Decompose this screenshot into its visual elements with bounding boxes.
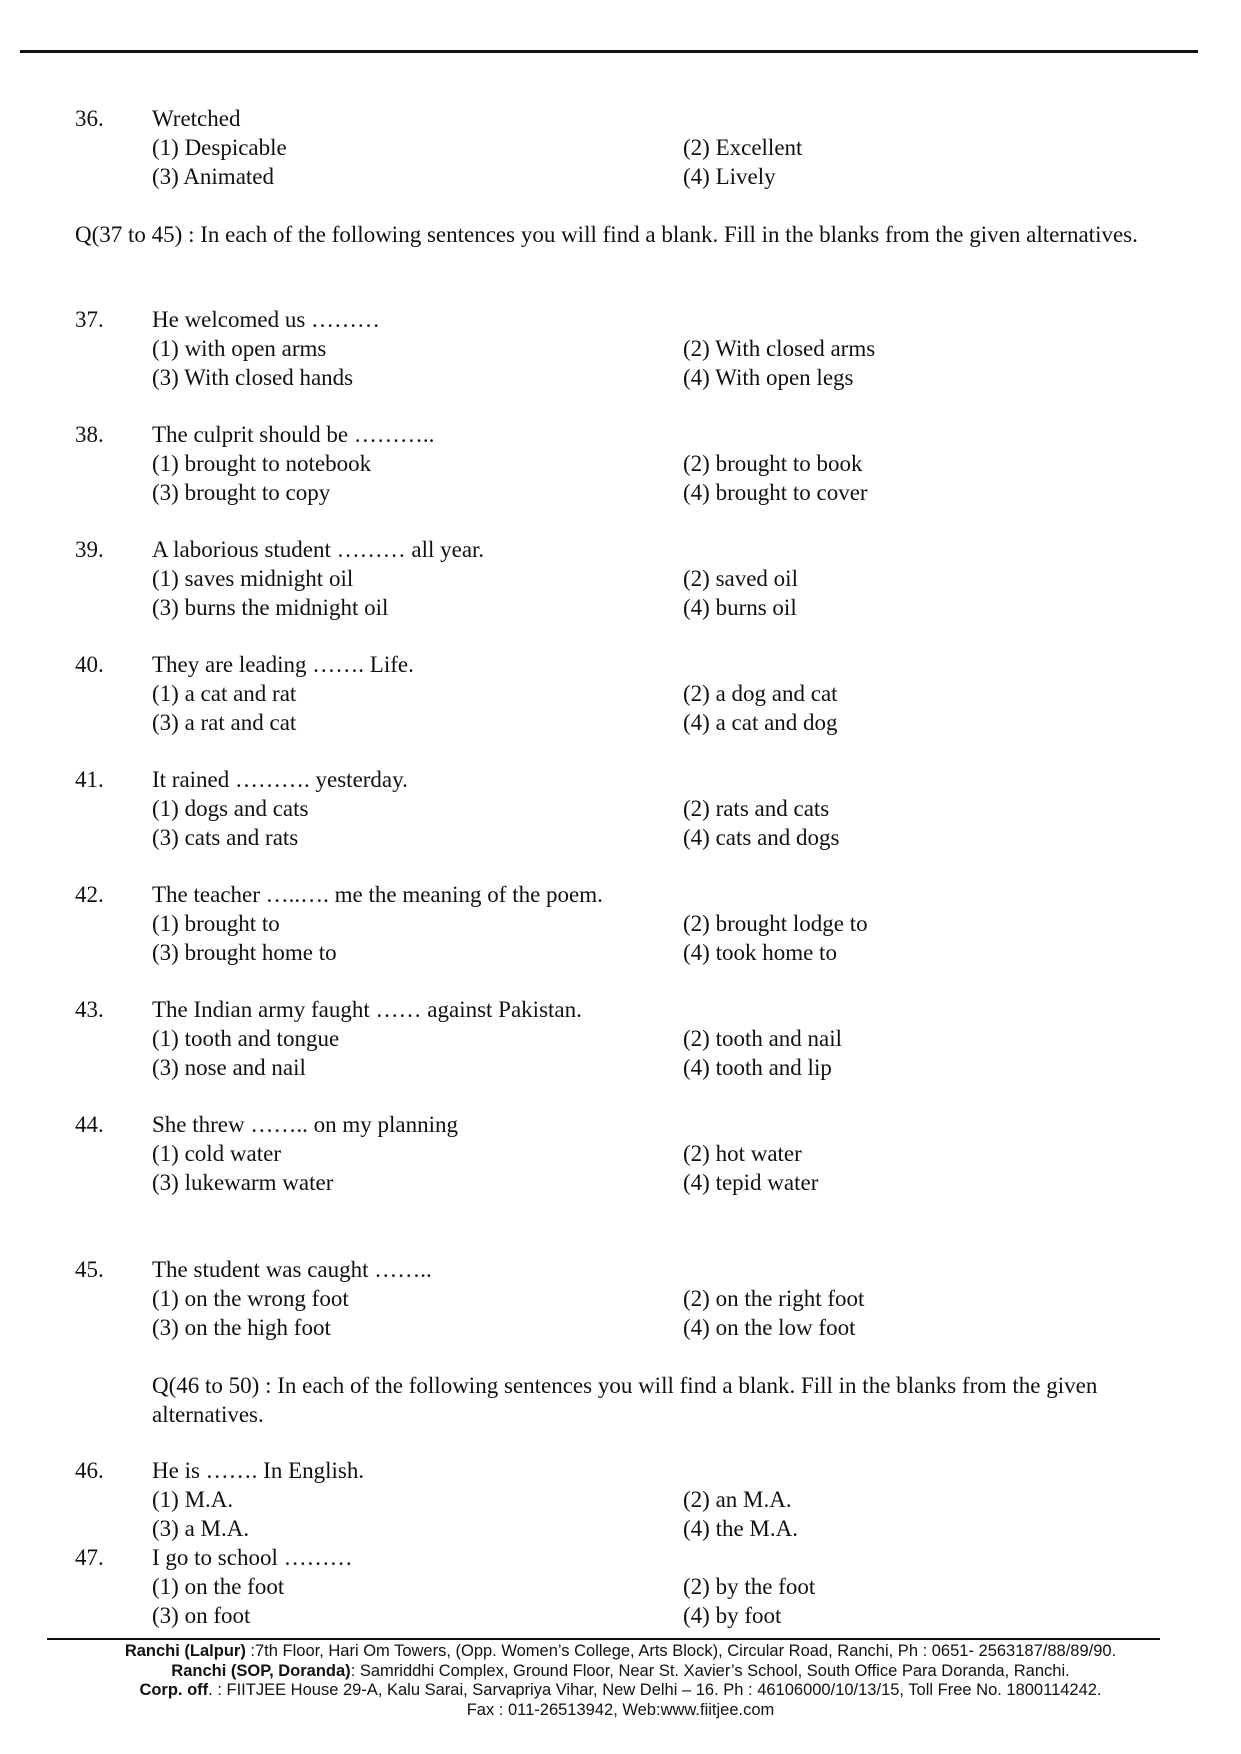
footer-address: [0, 1642, 1241, 1720]
footer-text: . : FIITJEE House 29-A, Kalu Sarai, Sarvapriya Vihar, New Delhi – 16. Ph : 46106000/10/13/15, Toll Free No. 1800114242.: [208, 1681, 1102, 1699]
option-3: (3) Animated: [152, 164, 274, 189]
option-2: (2) hot water: [683, 1141, 802, 1166]
option-1: (1) brought to notebook: [152, 451, 372, 476]
question-number: 37.: [75, 307, 104, 332]
option-1: (1) brought to: [152, 911, 280, 936]
question-number: 36.: [75, 106, 104, 131]
footer-label: Ranchi (SOP, Doranda): [171, 1661, 351, 1680]
option-4: (4) tepid water: [683, 1170, 819, 1195]
option-2: (2) tooth and nail: [683, 1026, 843, 1051]
option-2: (2) on the right foot: [683, 1286, 865, 1311]
option-1: (1) on the wrong foot: [152, 1286, 349, 1311]
option-1: (1) dogs and cats: [152, 796, 309, 821]
question-number: 45.: [75, 1257, 104, 1282]
option-4: (4) Lively: [683, 164, 776, 189]
question-text: They are leading ……. Life.: [152, 652, 414, 677]
question-number: 44.: [75, 1112, 104, 1137]
option-2: (2) brought to book: [683, 451, 863, 476]
option-4: (4) tooth and lip: [683, 1055, 832, 1080]
question-text: He welcomed us ………: [152, 307, 381, 332]
question-text: The teacher …..…. me the meaning of the poem.: [152, 882, 603, 907]
option-2: (2) rats and cats: [683, 796, 830, 821]
footer-rule: [47, 1638, 1160, 1640]
option-4: (4) by foot: [683, 1603, 782, 1628]
option-2: (2) saved oil: [683, 566, 798, 591]
question-number: 47.: [75, 1545, 104, 1570]
option-2: (2) Excellent: [683, 135, 803, 160]
question-number: 42.: [75, 882, 104, 907]
option-3: (3) lukewarm water: [152, 1170, 334, 1195]
option-3: (3) a M.A.: [152, 1516, 250, 1541]
option-4: (4) cats and dogs: [683, 825, 840, 850]
option-3: (3) on the high foot: [152, 1315, 331, 1340]
option-4: (4) With open legs: [683, 365, 854, 390]
footer-text: :7th Floor, Hari Om Towers, (Opp. Women’s College, Arts Block), Circular Road, Ranchi, Ph : 0651- 2563187/88/89/90.: [245, 1642, 1117, 1660]
option-1: (1) with open arms: [152, 336, 327, 361]
option-3: (3) brought to copy: [152, 480, 331, 505]
option-1: (1) tooth and tongue: [152, 1026, 340, 1051]
option-3: (3) nose and nail: [152, 1055, 306, 1080]
option-3: (3) With closed hands: [152, 365, 354, 390]
question-text: It rained ………. yesterday.: [152, 767, 408, 792]
question-number: 38.: [75, 422, 104, 447]
question-text: I go to school ………: [152, 1545, 353, 1570]
option-3: (3) burns the midnight oil: [152, 595, 389, 620]
footer-line-4: Fax : 011-26513942, Web:www.fiitjee.com: [466, 1700, 775, 1719]
question-number: 41.: [75, 767, 104, 792]
option-1: (1) a cat and rat: [152, 681, 297, 706]
question-number: 43.: [75, 997, 104, 1022]
footer-label: Corp. off: [139, 1681, 209, 1699]
option-3: (3) brought home to: [152, 940, 337, 965]
question-text: She threw …….. on my planning: [152, 1112, 458, 1137]
option-2: (2) an M.A.: [683, 1487, 792, 1512]
footer-line-2: [0, 1662, 1241, 1682]
question-text: Wretched: [152, 106, 241, 131]
option-1: (1) M.A.: [152, 1487, 234, 1512]
option-4: (4) brought to cover: [683, 480, 868, 505]
option-4: (4) the M.A.: [683, 1516, 798, 1541]
option-1: (1) on the foot: [152, 1574, 285, 1599]
option-2: (2) by the foot: [683, 1574, 816, 1599]
footer-line-3: [0, 1681, 1241, 1701]
option-3: (3) a rat and cat: [152, 710, 297, 735]
option-3: (3) cats and rats: [152, 825, 299, 850]
header-rule: [20, 50, 1198, 53]
question-number: 39.: [75, 537, 104, 562]
option-2: (2) a dog and cat: [683, 681, 838, 706]
option-1: (1) saves midnight oil: [152, 566, 354, 591]
question-number: 46.: [75, 1458, 104, 1483]
question-text: The culprit should be ………..: [152, 422, 435, 447]
question-number: 40.: [75, 652, 104, 677]
option-3: (3) on foot: [152, 1603, 251, 1628]
section-instruction-37-45: Q(37 to 45) : In each of the following sentences you will find a blank. Fill in the blanks from the given alternatives.: [75, 222, 1138, 247]
option-1: (1) Despicable: [152, 135, 287, 160]
question-text: A laborious student ……… all year.: [152, 537, 485, 562]
question-text: He is ……. In English.: [152, 1458, 365, 1483]
option-1: (1) cold water: [152, 1141, 281, 1166]
option-4: (4) took home to: [683, 940, 837, 965]
option-4: (4) on the low foot: [683, 1315, 856, 1340]
section-instruction-46-50: Q(46 to 50) : In each of the following sentences you will find a blank. Fill in the blanks from the given alternatives.: [152, 1373, 1098, 1427]
question-text: The Indian army faught …… against Pakistan.: [152, 997, 582, 1022]
option-2: (2) With closed arms: [683, 336, 876, 361]
option-4: (4) burns oil: [683, 595, 797, 620]
option-4: (4) a cat and dog: [683, 710, 838, 735]
question-text: The student was caught ……..: [152, 1257, 432, 1282]
footer-text: : Samriddhi Complex, Ground Floor, Near St. Xavier’s School, South Office Para Doranda, Ranchi.: [350, 1661, 1070, 1680]
footer-label: Ranchi (Lalpur): [124, 1642, 246, 1660]
footer-line-1: [0, 1642, 1241, 1662]
option-2: (2) brought lodge to: [683, 911, 868, 936]
